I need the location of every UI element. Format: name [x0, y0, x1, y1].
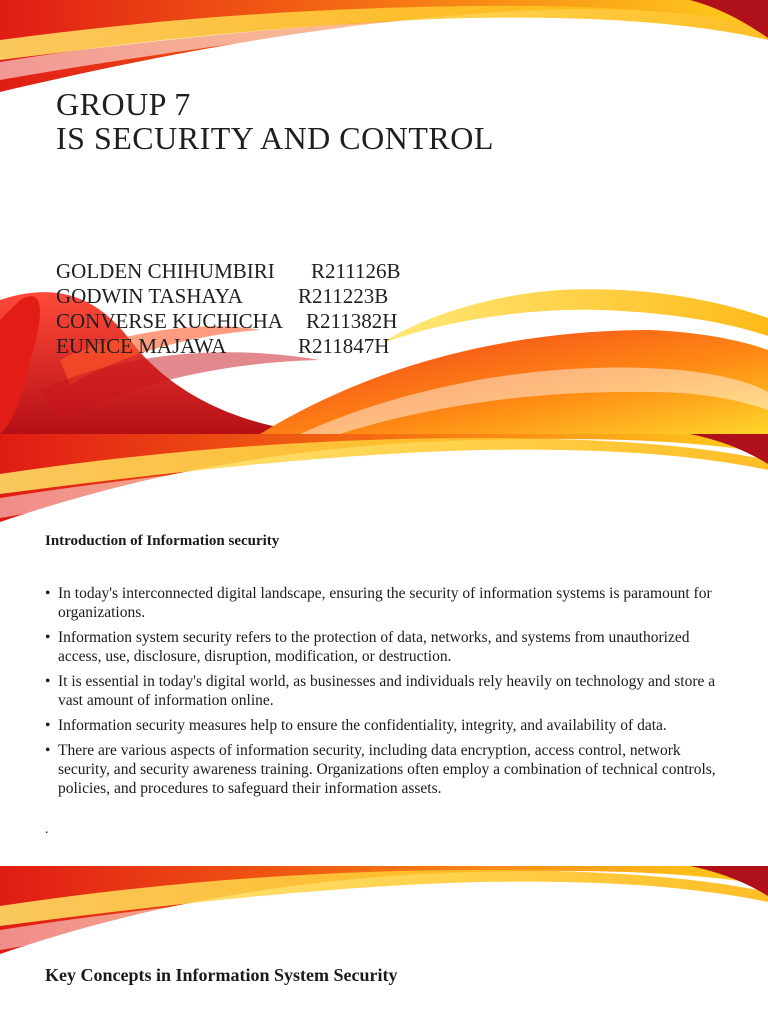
member-id: R211223B	[298, 284, 389, 308]
list-item	[45, 628, 725, 666]
slide-title	[56, 87, 494, 155]
member-name: GODWIN TASHAYA	[56, 284, 243, 308]
bullet-icon: •	[45, 717, 51, 734]
bullet-icon: •	[45, 585, 51, 602]
title-slide	[0, 0, 768, 434]
list-item	[45, 584, 725, 622]
bullet-text: There are various aspects of information security, including data encryption, access control, network security, and security awareness training. Organizations often employ a combination of technical controls, policies, and procedures to safeguard their information assets.	[58, 742, 716, 797]
bullet-text: In today's interconnected digital landscape, ensuring the security of information systems is paramount for organizations.	[58, 585, 712, 621]
title-line-topic: IS SECURITY AND CONTROL	[56, 120, 494, 156]
member-id: R211126B	[311, 259, 401, 283]
list-item	[45, 741, 725, 798]
bullet-text: It is essential in today's digital world, as businesses and individuals rely heavily on technology and store a vast amount of information online.	[58, 673, 716, 709]
member-name: CONVERSE KUCHICHA	[56, 309, 283, 333]
key-concepts-slide	[0, 866, 768, 1024]
swoosh-decoration	[0, 434, 768, 534]
member-id: R211382H	[306, 309, 398, 333]
swoosh-decoration	[0, 0, 768, 434]
member-id: R211847H	[298, 334, 390, 358]
member-name: EUNICE MAJAWA	[56, 334, 227, 358]
trailing-period: .	[45, 822, 49, 837]
section-heading: Introduction of Information security	[45, 533, 280, 549]
list-item	[45, 672, 725, 710]
bullet-icon: •	[45, 742, 51, 759]
bullet-icon: •	[45, 673, 51, 690]
member-name: GOLDEN CHIHUMBIRI	[56, 259, 275, 283]
title-line-group: GROUP 7	[56, 86, 191, 122]
list-item	[45, 716, 725, 735]
bullet-icon: •	[45, 629, 51, 646]
bullet-text: Information security measures help to ensure the confidentiality, integrity, and availability of data.	[58, 717, 667, 734]
bullet-text: Information system security refers to the protection of data, networks, and systems from unauthorized access, use, disclosure, disruption, modification, or destruction.	[58, 629, 690, 665]
section-heading: Key Concepts in Information System Security	[45, 965, 398, 985]
swoosh-decoration	[0, 866, 768, 966]
bullet-list	[45, 584, 725, 804]
intro-slide	[0, 434, 768, 866]
